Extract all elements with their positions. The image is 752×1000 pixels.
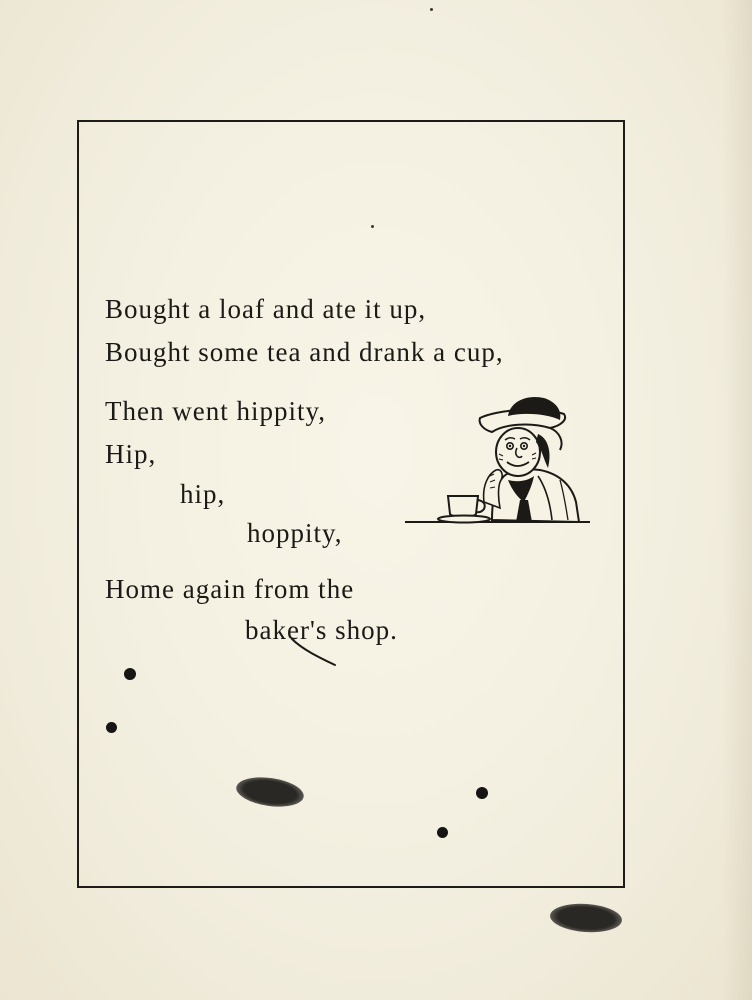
ink-spot (476, 787, 488, 799)
poem-line-8: baker's shop. (245, 615, 398, 645)
poem-line-5: hip, (180, 479, 226, 509)
poem-line-7: Home again from the (105, 574, 355, 604)
poem-line-3: Then went hippity, (105, 396, 326, 426)
man-with-teacup-icon (400, 390, 595, 530)
dust-speck (371, 225, 374, 228)
poem-line-4: Hip, (105, 439, 157, 469)
ink-spot (437, 827, 448, 838)
ink-spot (124, 668, 136, 680)
dust-speck (430, 8, 433, 11)
ink-spot (106, 722, 117, 733)
poem-line-1: Bought a loaf and ate it up, (105, 294, 427, 324)
flourish-decoration (290, 635, 350, 670)
poem-line-2: Bought some tea and drank a cup, (105, 337, 504, 367)
poem-line-6: hoppity, (247, 518, 343, 548)
